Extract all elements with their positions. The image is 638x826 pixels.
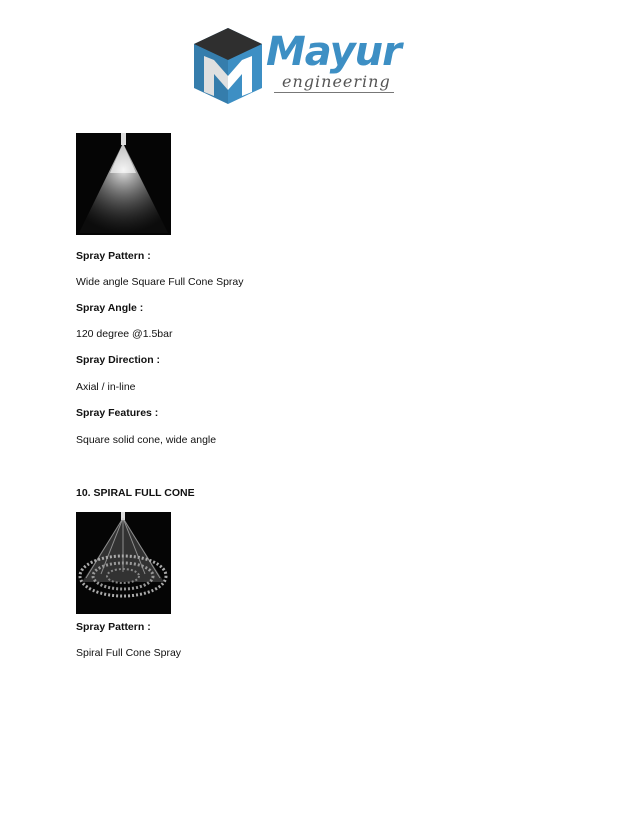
spray-pattern-value: Wide angle Square Full Cone Spray: [76, 276, 244, 288]
mayur-m-cube-icon: [190, 26, 266, 106]
section-heading: 10. SPIRAL FULL CONE: [76, 487, 195, 499]
spray-direction-label: Spray Direction :: [76, 354, 161, 366]
spray-features-label: Spray Features :: [76, 407, 159, 419]
logo-wordmark: Mayur: [266, 29, 401, 75]
spray-pattern-label: Spray Pattern :: [76, 250, 151, 262]
spray-pattern-label: Spray Pattern :: [76, 621, 151, 633]
company-logo: [190, 26, 410, 106]
spray-angle-label: Spray Angle :: [76, 302, 144, 314]
spray-pattern-value: Spiral Full Cone Spray: [76, 647, 182, 659]
spray-angle-value: 120 degree @1.5bar: [76, 328, 173, 340]
logo-tagline: engineering: [282, 72, 391, 91]
square-full-cone-spray-photo: [76, 133, 171, 235]
spiral-full-cone-spray-photo: [76, 512, 171, 614]
spray-direction-value: Axial / in-line: [76, 381, 136, 393]
logo-underline: [274, 92, 394, 93]
spray-features-value: Square solid cone, wide angle: [76, 434, 217, 446]
